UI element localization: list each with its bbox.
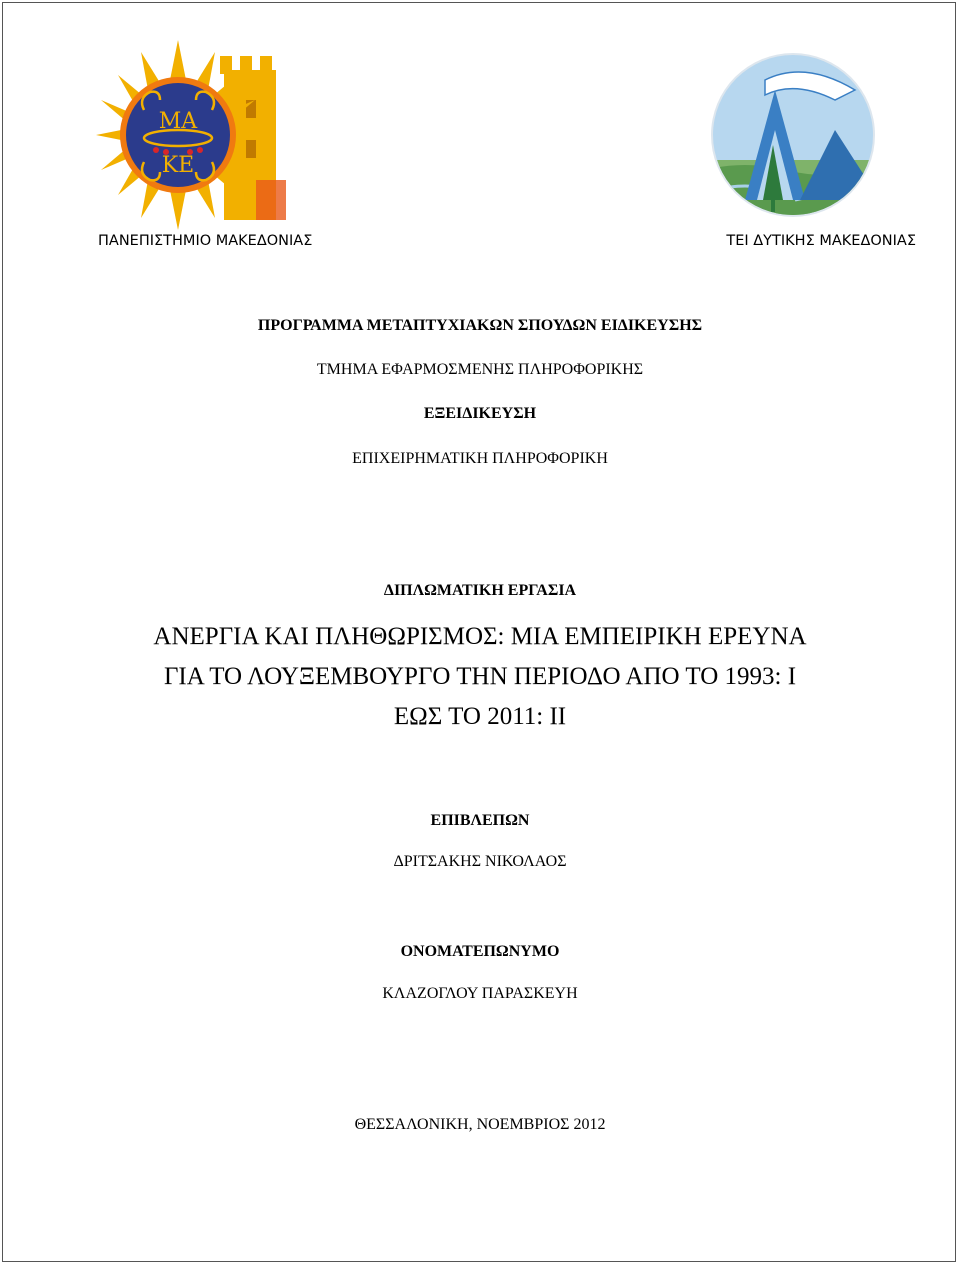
author-name: ΚΛΑΖΟΓΛΟΥ ΠΑΡΑΣΚΕΥΗ [382,985,578,1002]
right-institution-label: ΤΕΙ ΔΥΤΙΚΗΣ ΜΑΚΕΔΟΝΙΑΣ [726,233,916,249]
seal-text-bottom: ΚΕ [161,153,195,178]
left-institution-label: ΠΑΝΕΠΙΣΤΗΜΙΟ ΜΑΚΕΔΟΝΙΑΣ [98,233,313,249]
seal-text-top: ΜΑ [158,109,198,134]
supervisor-name: ΔΡΙΤΣΑΚΗΣ ΝΙΚΟΛΑΟΣ [393,853,567,870]
place-date: ΘΕΣΣΑΛΟΝΙΚΗ, ΝΟΕΜΒΡΙΟΣ 2012 [354,1116,606,1133]
specialization-name: ΕΠΙΧΕΙΡΗΜΑΤΙΚΗ ΠΛΗΡΟΦΟΡΙΚΗ [352,450,608,467]
thesis-type: ΔΙΠΛΩΜΑΤΙΚΗ ΕΡΓΑΣΙΑ [383,582,577,599]
program-title: ΠΡΟΓΡΑΜΜΑ ΜΕΤΑΠΤΥΧΙΑΚΩΝ ΣΠΟΥΔΩΝ ΕΙΔΙΚΕΥΣΗΣ [257,317,703,334]
department-name: ΤΜΗΜΑ ΕΦΑΡΜΟΣΜΕΝΗΣ ΠΛΗΡΟΦΟΡΙΚΗΣ [316,361,644,378]
specialization-label: ΕΞΕΙΔΙΚΕΥΣΗ [423,405,537,422]
supervisor-label: ΕΠΙΒΛΕΠΩΝ [430,812,530,829]
thesis-title-line-3: ΕΩΣ ΤΟ 2011: ΙΙ [393,703,567,730]
author-label: ΟΝΟΜΑΤΕΠΩΝΥΜΟ [400,943,560,960]
thesis-title-line-1: ΑΝΕΡΓΙΑ ΚΑΙ ΠΛΗΘΩΡΙΣΜΟΣ: ΜΙΑ ΕΜΠΕΙΡΙΚΗ ΕΡΕΥΝΑ [153,623,807,650]
tei-mountain-logo [705,50,880,220]
thesis-title-line-2: ΓΙΑ ΤΟ ΛΟΥΞΕΜΒΟΥΡΓΟ ΤΗΝ ΠΕΡΙΟΔΟ ΑΠΟ ΤΟ 1993: Ι [163,663,797,690]
university-seal-logo [96,40,296,230]
